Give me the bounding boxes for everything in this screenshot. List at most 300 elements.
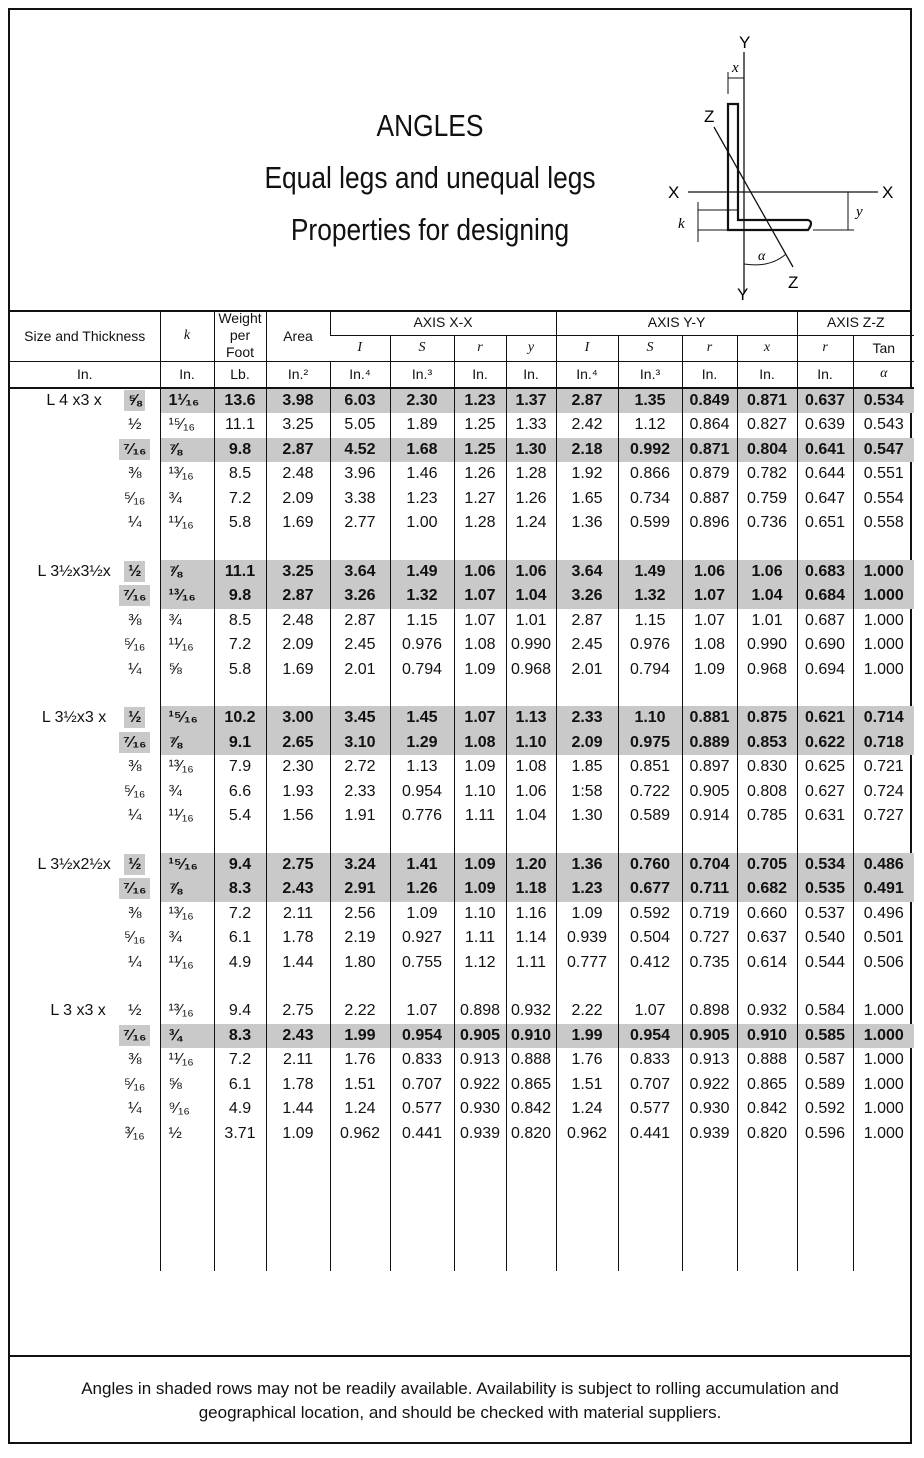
y-value: 1.04 bbox=[506, 584, 556, 609]
table-row bbox=[10, 951, 914, 976]
table-row bbox=[10, 926, 914, 951]
spacer-cell bbox=[266, 829, 330, 853]
y-value: 1.14 bbox=[506, 926, 556, 951]
table-row bbox=[10, 413, 914, 438]
thickness-label: ³⁄₁₆ bbox=[124, 1124, 145, 1142]
iy: 1.92 bbox=[556, 462, 618, 487]
thickness-label: ⅝ bbox=[124, 390, 145, 411]
spacer-row bbox=[10, 536, 914, 560]
filler-cell bbox=[682, 1146, 737, 1271]
spacer-cell bbox=[214, 975, 266, 999]
size-cell bbox=[10, 853, 160, 878]
ry: 0.887 bbox=[682, 487, 737, 512]
spacer-cell bbox=[506, 536, 556, 560]
unit-cell: In. bbox=[10, 362, 160, 388]
sx: 0.954 bbox=[390, 780, 454, 805]
header-sy: S bbox=[618, 335, 682, 361]
filler-cell bbox=[214, 1146, 266, 1271]
size-cell bbox=[10, 877, 160, 902]
tan-alpha: 1.000 bbox=[853, 1073, 914, 1098]
rx: 1.09 bbox=[454, 658, 506, 683]
size-cell bbox=[10, 609, 160, 634]
ix: 2.22 bbox=[330, 999, 390, 1024]
rx: 1.11 bbox=[454, 926, 506, 951]
thickness-label: ½ bbox=[128, 416, 142, 434]
k-value: ⅝ bbox=[160, 1073, 214, 1098]
header-rx: r bbox=[454, 335, 506, 361]
spacer-cell bbox=[556, 829, 618, 853]
k-value: ¹¹⁄₁₆ bbox=[160, 511, 214, 536]
area: 2.75 bbox=[266, 999, 330, 1024]
weight: 8.5 bbox=[214, 462, 266, 487]
thickness-label: ½ bbox=[124, 707, 145, 728]
area: 2.48 bbox=[266, 462, 330, 487]
x-value: 0.682 bbox=[737, 877, 797, 902]
area: 1.78 bbox=[266, 926, 330, 951]
z-axis-line bbox=[714, 127, 793, 267]
spacer-cell bbox=[797, 975, 853, 999]
rz: 0.540 bbox=[797, 926, 853, 951]
x-value: 0.853 bbox=[737, 731, 797, 756]
rz: 0.596 bbox=[797, 1122, 853, 1147]
thickness-label: ⁵⁄₁₆ bbox=[124, 489, 146, 507]
spacer-cell bbox=[682, 829, 737, 853]
sx: 1.45 bbox=[390, 706, 454, 731]
ix: 3.45 bbox=[330, 706, 390, 731]
weight: 7.2 bbox=[214, 1048, 266, 1073]
filler-cell bbox=[454, 1146, 506, 1271]
iy: 3.26 bbox=[556, 584, 618, 609]
header-sx: S bbox=[390, 335, 454, 361]
angle-section-diagram bbox=[658, 32, 908, 302]
weight: 8.3 bbox=[214, 1024, 266, 1049]
ix: 0.962 bbox=[330, 1122, 390, 1147]
iy: 1.85 bbox=[556, 755, 618, 780]
tan-alpha: 0.551 bbox=[853, 462, 914, 487]
ry: 0.849 bbox=[682, 388, 737, 414]
spacer-cell bbox=[454, 829, 506, 853]
rx: 1.07 bbox=[454, 706, 506, 731]
thickness-label: ⁵⁄₁₆ bbox=[124, 782, 146, 800]
size-cell bbox=[10, 706, 160, 731]
x-value: 0.888 bbox=[737, 1048, 797, 1073]
spacer-cell bbox=[737, 682, 797, 706]
y-value: 1.08 bbox=[506, 755, 556, 780]
area: 2.65 bbox=[266, 731, 330, 756]
tan-alpha: 0.724 bbox=[853, 780, 914, 805]
sy: 0.760 bbox=[618, 853, 682, 878]
sx: 0.755 bbox=[390, 951, 454, 976]
size-cell bbox=[10, 755, 160, 780]
sy: 0.589 bbox=[618, 804, 682, 829]
rx: 0.905 bbox=[454, 1024, 506, 1049]
spacer-cell bbox=[454, 536, 506, 560]
tan-alpha: 1.000 bbox=[853, 633, 914, 658]
header-weight: Weight per Foot bbox=[214, 310, 266, 362]
iy: 1.65 bbox=[556, 487, 618, 512]
sx: 1.46 bbox=[390, 462, 454, 487]
x-value: 1.01 bbox=[737, 609, 797, 634]
spacer-cell bbox=[737, 975, 797, 999]
tan-alpha: 0.491 bbox=[853, 877, 914, 902]
spacer-cell bbox=[390, 829, 454, 853]
iy: 2.87 bbox=[556, 388, 618, 414]
sx: 1.09 bbox=[390, 902, 454, 927]
weight: 6.6 bbox=[214, 780, 266, 805]
k-value: ⅞ bbox=[160, 560, 214, 585]
units-row bbox=[10, 362, 914, 388]
weight: 5.8 bbox=[214, 658, 266, 683]
x-value: 0.736 bbox=[737, 511, 797, 536]
sy: 0.504 bbox=[618, 926, 682, 951]
area: 1.44 bbox=[266, 951, 330, 976]
spacer-cell bbox=[10, 536, 160, 560]
tan-alpha: 0.721 bbox=[853, 755, 914, 780]
ix: 2.33 bbox=[330, 780, 390, 805]
ix: 1.91 bbox=[330, 804, 390, 829]
iy: 1.36 bbox=[556, 853, 618, 878]
ix: 2.77 bbox=[330, 511, 390, 536]
area: 2.87 bbox=[266, 584, 330, 609]
size-label: L 4 x3 x bbox=[46, 391, 102, 409]
alpha-label: α bbox=[758, 249, 766, 264]
x-value: 0.782 bbox=[737, 462, 797, 487]
ry: 0.711 bbox=[682, 877, 737, 902]
sx: 0.794 bbox=[390, 658, 454, 683]
spacer-cell bbox=[556, 536, 618, 560]
sy: 0.734 bbox=[618, 487, 682, 512]
k-value: ⅞ bbox=[160, 877, 214, 902]
area: 2.09 bbox=[266, 633, 330, 658]
sy: 0.975 bbox=[618, 731, 682, 756]
table-row bbox=[10, 1122, 914, 1147]
rz: 0.683 bbox=[797, 560, 853, 585]
filler-cell bbox=[797, 1146, 853, 1271]
weight: 4.9 bbox=[214, 1097, 266, 1122]
ix: 3.10 bbox=[330, 731, 390, 756]
table-row bbox=[10, 853, 914, 878]
iy: 1.36 bbox=[556, 511, 618, 536]
sx: 0.833 bbox=[390, 1048, 454, 1073]
spacer-cell bbox=[330, 829, 390, 853]
spacer-cell bbox=[682, 682, 737, 706]
iy: 0.777 bbox=[556, 951, 618, 976]
ry: 0.897 bbox=[682, 755, 737, 780]
spacer-cell bbox=[10, 682, 160, 706]
rz: 0.684 bbox=[797, 584, 853, 609]
thickness-label: ⁷⁄₁₆ bbox=[119, 732, 150, 753]
weight: 9.8 bbox=[214, 584, 266, 609]
ry: 0.939 bbox=[682, 1122, 737, 1147]
tan-alpha: 0.714 bbox=[853, 706, 914, 731]
sy: 0.976 bbox=[618, 633, 682, 658]
sx: 1.32 bbox=[390, 584, 454, 609]
weight: 5.8 bbox=[214, 511, 266, 536]
thickness-label: ⁷⁄₁₆ bbox=[119, 1025, 150, 1046]
size-label: L 3½x2½x bbox=[37, 855, 111, 873]
x-value: 0.808 bbox=[737, 780, 797, 805]
k-value: 1¹⁄₁₆ bbox=[160, 388, 214, 414]
weight: 7.9 bbox=[214, 755, 266, 780]
ix: 2.56 bbox=[330, 902, 390, 927]
size-cell bbox=[10, 1048, 160, 1073]
sy: 0.722 bbox=[618, 780, 682, 805]
k-value: ¹⁵⁄₁₆ bbox=[160, 706, 214, 731]
z-top-label: Z bbox=[704, 107, 715, 126]
ry: 0.881 bbox=[682, 706, 737, 731]
rx: 1.11 bbox=[454, 804, 506, 829]
table-row bbox=[10, 487, 914, 512]
tan-alpha: 0.501 bbox=[853, 926, 914, 951]
sx: 1.29 bbox=[390, 731, 454, 756]
sy: 1.49 bbox=[618, 560, 682, 585]
unit-cell: In. bbox=[454, 362, 506, 388]
ry: 0.719 bbox=[682, 902, 737, 927]
k-value: ⅞ bbox=[160, 438, 214, 463]
k-value: ¹¹⁄₁₆ bbox=[160, 633, 214, 658]
ry: 0.735 bbox=[682, 951, 737, 976]
unit-cell: In.³ bbox=[390, 362, 454, 388]
area: 2.09 bbox=[266, 487, 330, 512]
ix: 5.05 bbox=[330, 413, 390, 438]
rx: 1.08 bbox=[454, 731, 506, 756]
rx: 1.26 bbox=[454, 462, 506, 487]
rx: 1.09 bbox=[454, 755, 506, 780]
spacer-cell bbox=[737, 829, 797, 853]
rx: 1.23 bbox=[454, 388, 506, 414]
table-row bbox=[10, 584, 914, 609]
rz: 0.687 bbox=[797, 609, 853, 634]
y-value: 1.24 bbox=[506, 511, 556, 536]
sx: 1.41 bbox=[390, 853, 454, 878]
sx: 0.976 bbox=[390, 633, 454, 658]
sx: 1.68 bbox=[390, 438, 454, 463]
rz: 0.694 bbox=[797, 658, 853, 683]
table-row bbox=[10, 609, 914, 634]
tan-alpha: 1.000 bbox=[853, 1122, 914, 1147]
x-value: 0.614 bbox=[737, 951, 797, 976]
sx: 0.776 bbox=[390, 804, 454, 829]
thickness-label: ⁵⁄₁₆ bbox=[124, 636, 146, 654]
y-value: 1.16 bbox=[506, 902, 556, 927]
table-row bbox=[10, 1024, 914, 1049]
thickness-label: ¼ bbox=[128, 807, 142, 825]
spacer-cell bbox=[797, 536, 853, 560]
rz: 0.644 bbox=[797, 462, 853, 487]
size-cell bbox=[10, 804, 160, 829]
thickness-label: ¼ bbox=[128, 1100, 142, 1118]
y-value: 0.968 bbox=[506, 658, 556, 683]
area: 2.30 bbox=[266, 755, 330, 780]
filler-cell bbox=[160, 1146, 214, 1271]
weight: 13.6 bbox=[214, 388, 266, 414]
area: 1.93 bbox=[266, 780, 330, 805]
size-cell bbox=[10, 1122, 160, 1147]
spacer-cell bbox=[853, 829, 914, 853]
unit-cell: In. bbox=[737, 362, 797, 388]
k-value: ¾ bbox=[160, 780, 214, 805]
rx: 0.930 bbox=[454, 1097, 506, 1122]
sy: 1.35 bbox=[618, 388, 682, 414]
unit-cell: In. bbox=[506, 362, 556, 388]
spacer-cell bbox=[454, 682, 506, 706]
weight: 9.4 bbox=[214, 999, 266, 1024]
spacer-cell bbox=[10, 829, 160, 853]
area: 2.43 bbox=[266, 1024, 330, 1049]
x-value: 0.932 bbox=[737, 999, 797, 1024]
area: 1.78 bbox=[266, 1073, 330, 1098]
sy: 0.851 bbox=[618, 755, 682, 780]
ry: 0.889 bbox=[682, 731, 737, 756]
table-row bbox=[10, 902, 914, 927]
table-row bbox=[10, 560, 914, 585]
filler-cell bbox=[506, 1146, 556, 1271]
sy: 0.412 bbox=[618, 951, 682, 976]
spacer-cell bbox=[506, 682, 556, 706]
iy: 1.76 bbox=[556, 1048, 618, 1073]
spacer-cell bbox=[330, 536, 390, 560]
thickness-label: ¼ bbox=[128, 953, 142, 971]
iy: 1.23 bbox=[556, 877, 618, 902]
subtitle-1: Equal legs and unequal legs bbox=[264, 160, 596, 195]
rz: 0.585 bbox=[797, 1024, 853, 1049]
area: 1.09 bbox=[266, 1122, 330, 1147]
area: 3.00 bbox=[266, 706, 330, 731]
y-value: 1.01 bbox=[506, 609, 556, 634]
size-cell bbox=[10, 926, 160, 951]
iy: 1.51 bbox=[556, 1073, 618, 1098]
rz: 0.584 bbox=[797, 999, 853, 1024]
table-row bbox=[10, 706, 914, 731]
ix: 6.03 bbox=[330, 388, 390, 414]
y-value: 0.932 bbox=[506, 999, 556, 1024]
area: 2.11 bbox=[266, 1048, 330, 1073]
sy: 0.592 bbox=[618, 902, 682, 927]
weight: 3.71 bbox=[214, 1122, 266, 1147]
thickness-label: ¼ bbox=[128, 514, 142, 532]
spacer-cell bbox=[330, 682, 390, 706]
size-cell bbox=[10, 462, 160, 487]
rz: 0.631 bbox=[797, 804, 853, 829]
ry: 0.898 bbox=[682, 999, 737, 1024]
k-value: ⁹⁄₁₆ bbox=[160, 1097, 214, 1122]
area: 3.25 bbox=[266, 560, 330, 585]
x-value: 0.990 bbox=[737, 633, 797, 658]
spacer-cell bbox=[618, 829, 682, 853]
area: 1.44 bbox=[266, 1097, 330, 1122]
sx: 1.26 bbox=[390, 877, 454, 902]
spacer-cell bbox=[797, 829, 853, 853]
iy: 2.87 bbox=[556, 609, 618, 634]
unit-cell: In. bbox=[160, 362, 214, 388]
table-row bbox=[10, 462, 914, 487]
size-label: L 3½x3½x bbox=[37, 562, 111, 580]
size-cell bbox=[10, 780, 160, 805]
rx: 1.10 bbox=[454, 902, 506, 927]
thickness-label: ⅜ bbox=[128, 465, 142, 483]
header-tan: Tan bbox=[853, 335, 914, 361]
ix: 1.99 bbox=[330, 1024, 390, 1049]
x-value: 0.804 bbox=[737, 438, 797, 463]
header-axis-zz: AXIS Z-Z bbox=[797, 310, 914, 335]
spacer-cell bbox=[330, 975, 390, 999]
tan-alpha: 0.496 bbox=[853, 902, 914, 927]
unit-cell: In.⁴ bbox=[556, 362, 618, 388]
ix: 1.24 bbox=[330, 1097, 390, 1122]
footer bbox=[10, 1355, 910, 1445]
x-value: 0.910 bbox=[737, 1024, 797, 1049]
y-value: 0.888 bbox=[506, 1048, 556, 1073]
sx: 1.00 bbox=[390, 511, 454, 536]
thickness-label: ½ bbox=[128, 1002, 142, 1020]
k-value: ¹⁵⁄₁₆ bbox=[160, 413, 214, 438]
sy: 1.07 bbox=[618, 999, 682, 1024]
rz: 0.641 bbox=[797, 438, 853, 463]
tan-alpha: 1.000 bbox=[853, 1097, 914, 1122]
weight: 11.1 bbox=[214, 560, 266, 585]
sx: 0.927 bbox=[390, 926, 454, 951]
table-row bbox=[10, 999, 914, 1024]
spacer-cell bbox=[160, 682, 214, 706]
table-row bbox=[10, 780, 914, 805]
filler-cell bbox=[556, 1146, 618, 1271]
unit-cell: Lb. bbox=[214, 362, 266, 388]
iy: 2.33 bbox=[556, 706, 618, 731]
unit-cell: α bbox=[853, 362, 914, 388]
properties-table bbox=[10, 310, 914, 1271]
iy: 2.01 bbox=[556, 658, 618, 683]
tan-alpha: 1.000 bbox=[853, 1024, 914, 1049]
rx: 1.07 bbox=[454, 584, 506, 609]
area: 2.48 bbox=[266, 609, 330, 634]
footer-note: Angles in shaded rows may not be readily available. Availability is subject to rolling accumulation and geographical location, and should be checked with material suppliers. bbox=[81, 1379, 839, 1422]
iy: 1:58 bbox=[556, 780, 618, 805]
size-cell bbox=[10, 902, 160, 927]
x-value: 0.875 bbox=[737, 706, 797, 731]
y-value: 1.10 bbox=[506, 731, 556, 756]
k-value: ¾ bbox=[160, 926, 214, 951]
k-value: ¹³⁄₁₆ bbox=[160, 999, 214, 1024]
table-row bbox=[10, 511, 914, 536]
unit-cell: In.⁴ bbox=[330, 362, 390, 388]
rx: 0.922 bbox=[454, 1073, 506, 1098]
x-value: 0.637 bbox=[737, 926, 797, 951]
x-left-label: X bbox=[668, 183, 680, 202]
rz: 0.625 bbox=[797, 755, 853, 780]
rz: 0.592 bbox=[797, 1097, 853, 1122]
ix: 3.26 bbox=[330, 584, 390, 609]
thickness-label: ⁷⁄₁₆ bbox=[119, 585, 150, 606]
sx: 1.89 bbox=[390, 413, 454, 438]
rx: 1.10 bbox=[454, 780, 506, 805]
filler-cell bbox=[737, 1146, 797, 1271]
weight: 10.2 bbox=[214, 706, 266, 731]
ix: 1.76 bbox=[330, 1048, 390, 1073]
ix: 1.80 bbox=[330, 951, 390, 976]
y-top-label: Y bbox=[739, 33, 751, 52]
rz: 0.535 bbox=[797, 877, 853, 902]
title: ANGLES bbox=[376, 108, 484, 143]
weight: 4.9 bbox=[214, 951, 266, 976]
thickness-label: ½ bbox=[124, 854, 145, 875]
x-dim-label: x bbox=[732, 60, 739, 76]
area: 2.87 bbox=[266, 438, 330, 463]
ry: 0.864 bbox=[682, 413, 737, 438]
y-value: 1.37 bbox=[506, 388, 556, 414]
header-rz: r bbox=[797, 335, 853, 361]
size-cell bbox=[10, 633, 160, 658]
table-body bbox=[10, 388, 914, 1272]
